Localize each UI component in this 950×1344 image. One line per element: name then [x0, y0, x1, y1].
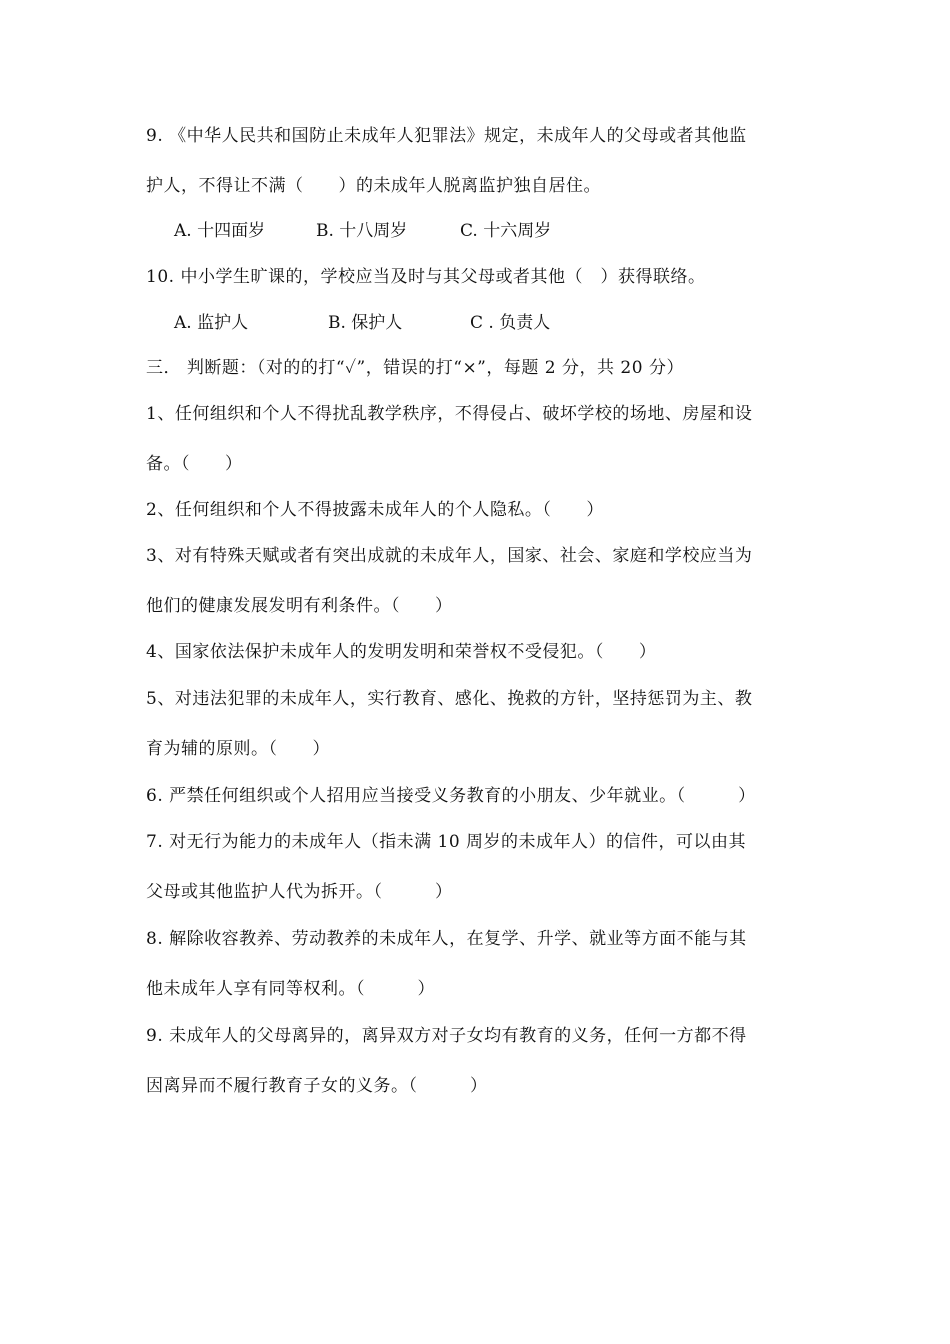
tf-item-1-line-2: 备。（ ）	[146, 454, 243, 474]
section-3-title: 三． 判断题：（对的的打“✓”，错误的打“×”，每题 2 分，共 20 分）	[146, 358, 684, 378]
question-9-option-a: A. 十四面岁	[174, 221, 266, 241]
tf-item-9-line-2: 因离异而不履行教育子女的义务。（ ）	[146, 1076, 488, 1096]
question-10-option-a: A. 监护人	[174, 313, 249, 333]
tf-item-8-line-1: 8. 解除收容教养、劳动教养的未成年人，在复学、升学、就业等方面不能与其	[146, 929, 747, 949]
tf-item-5-line-2: 育为辅的原则。（ ）	[146, 739, 330, 759]
tf-item-2-line-1: 2、任何组织和个人不得披露未成年人的个人隐私。（ ）	[146, 500, 604, 520]
tf-item-9-line-1: 9. 未成年人的父母离异的，离异双方对子女均有教育的义务，任何一方都不得	[146, 1026, 747, 1046]
question-9-option-b: B. 十八周岁	[316, 221, 408, 241]
question-10-option-b: B. 保护人	[328, 313, 403, 333]
question-10-line-1: 10. 中小学生旷课的，学校应当及时与其父母或者其他（ ）获得联络。	[146, 267, 706, 287]
tf-item-5-line-1: 5、对违法犯罪的未成年人，实行教育、感化、挽救的方针，坚持惩罚为主、教	[146, 689, 753, 709]
tf-item-4-line-1: 4、国家依法保护未成年人的发明发明和荣誉权不受侵犯。（ ）	[146, 642, 657, 662]
question-10-option-c: C . 负责人	[470, 313, 551, 333]
tf-item-3-line-1: 3、对有特殊天赋或者有突出成就的未成年人，国家、社会、家庭和学校应当为	[146, 546, 753, 566]
tf-item-8-line-2: 他未成年人享有同等权利。（ ）	[146, 979, 435, 999]
question-9-line-1: 9. 《中华人民共和国防止未成年人犯罪法》规定，未成年人的父母或者其他监	[146, 126, 747, 146]
tf-item-6-line-1: 6. 严禁任何组织或个人招用应当接受义务教育的小朋友、少年就业。（ ）	[146, 786, 756, 806]
tf-item-7-line-2: 父母或其他监护人代为拆开。（ ）	[146, 882, 453, 902]
tf-item-3-line-2: 他们的健康发展发明有利条件。（ ）	[146, 596, 453, 616]
question-9-option-c: C. 十六周岁	[460, 221, 552, 241]
tf-item-1-line-1: 1、任何组织和个人不得扰乱教学秩序，不得侵占、破坏学校的场地、房屋和设	[146, 404, 753, 424]
tf-item-7-line-1: 7. 对无行为能力的未成年人（指未满 10 周岁的未成年人）的信件，可以由其	[146, 832, 747, 852]
question-9-line-2: 护人，不得让不满（ ）的未成年人脱离监护独自居住。	[146, 176, 601, 196]
